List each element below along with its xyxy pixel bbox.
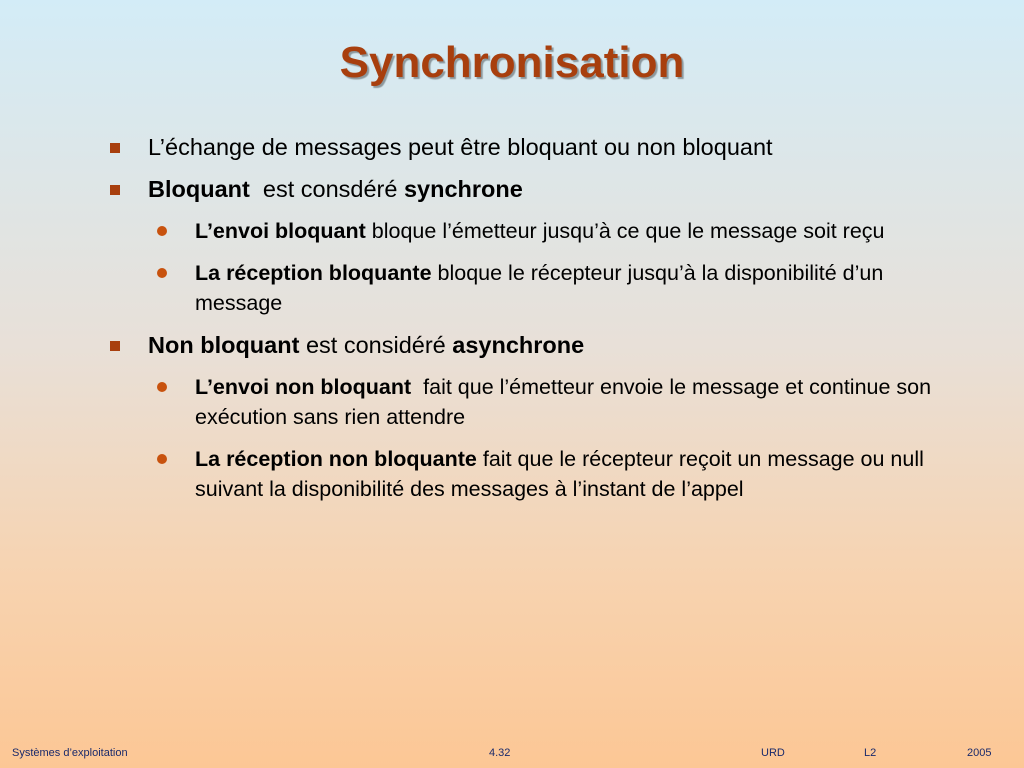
bullet-item [100,330,980,360]
bullet-bold-term: La réception non bloquante [195,447,477,471]
round-bullet-icon [157,454,167,464]
round-bullet-icon [157,268,167,278]
bullet-bold-term: La réception bloquante [195,261,432,285]
bullet-text: L’échange de messages peut être bloquant ou non bloquant [148,134,773,160]
bullet-item [100,132,980,162]
round-bullet-icon [157,226,167,236]
sub-bullet-item [100,216,965,246]
square-bullet-icon [110,143,120,153]
bullet-bold-term: L’envoi non bloquant [195,375,412,399]
footer-page-number: 4.32 [489,747,511,759]
bullet-bold-term: asynchrone [452,332,585,358]
bullet-text: bloque le récepteur jusqu’à la disponibilité d’un message [195,261,884,315]
footer-year: 2005 [967,747,992,759]
bullet-bold-term: synchrone [403,176,523,202]
footer-course: Systèmes d’exploitation [12,747,128,759]
bullet-list [100,132,980,516]
bullet-item [100,174,980,204]
bullet-text: fait que l’émetteur envoie le message et continue son exécution sans rien attendre [195,375,938,429]
footer-level: L2 [864,747,877,759]
footer-org: URD [761,747,785,759]
bullet-text: est consdéré [249,176,404,202]
bullet-bold-term: Bloquant [148,176,250,202]
sub-bullet-item [100,258,965,318]
bullet-bold-term: Non bloquant [148,332,300,358]
bullet-text: bloque l’émetteur jusqu’à ce que le message soit reçu [365,219,885,243]
sub-bullet-item [100,372,965,432]
bullet-bold-term: L’envoi bloquant [195,219,366,243]
round-bullet-icon [157,382,167,392]
bullet-text: est considéré [299,332,453,358]
sub-bullet-item [100,444,965,504]
square-bullet-icon [110,185,120,195]
slide-title: Synchronisation [339,38,685,87]
bullet-text: fait que le récepteur reçoit un message ou null suivant la disponibilité des messages à l’instant de l’appel [195,447,924,501]
square-bullet-icon [110,341,120,351]
